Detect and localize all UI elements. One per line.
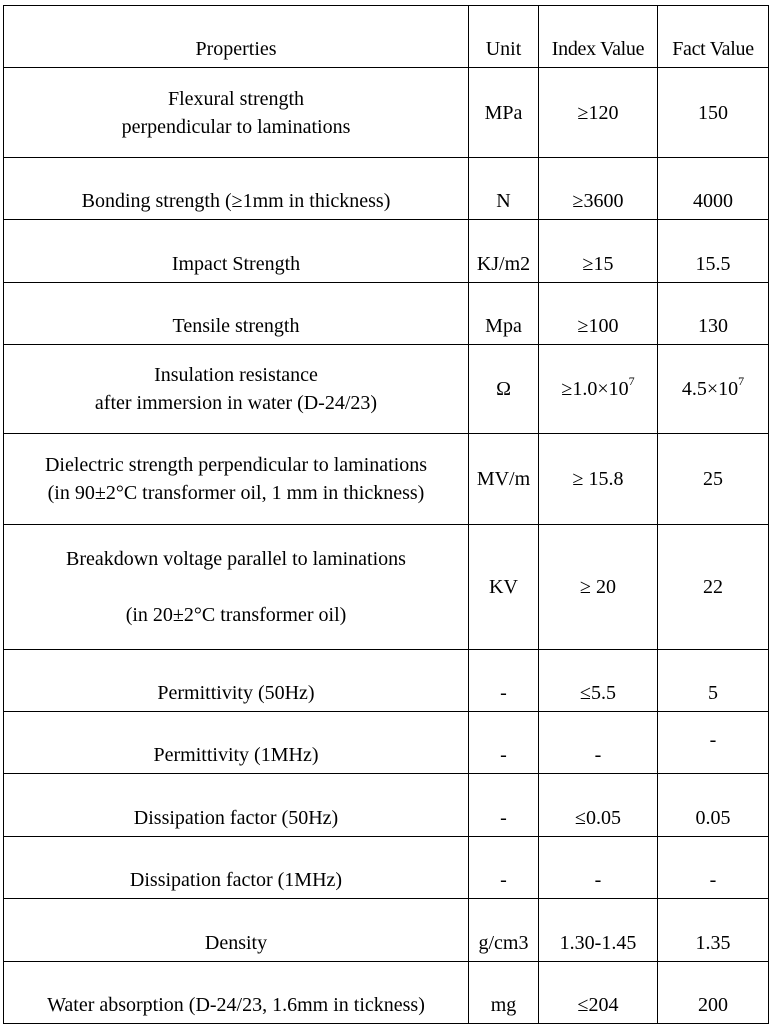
property-line: Insulation resistance (154, 364, 318, 387)
table-row (4, 282, 769, 344)
unit-cell: - (469, 774, 539, 836)
fact-value-exponent: 7 (738, 373, 745, 388)
unit-cell: mg (469, 961, 539, 1023)
fact-value-cell (658, 344, 769, 434)
table-row (4, 961, 769, 1023)
fact-value-cell: 5 (658, 649, 769, 711)
property-cell (4, 434, 469, 525)
index-value-cell: ≥120 (539, 68, 658, 158)
fact-value-cell: 1.35 (658, 899, 769, 961)
fact-value-cell: - (658, 836, 769, 898)
table-header-row (4, 6, 769, 68)
index-value-cell: ≥ 20 (539, 525, 658, 650)
table-row (4, 68, 769, 158)
property-cell: Impact Strength (4, 220, 469, 282)
index-value-cell: ≤0.05 (539, 774, 658, 836)
unit-cell: MPa (469, 68, 539, 158)
fact-value-cell: 200 (658, 961, 769, 1023)
table-row (4, 434, 769, 525)
property-cell: Density (4, 899, 469, 961)
property-line: after immersion in water (D-24/23) (94, 392, 378, 415)
table-row (4, 899, 769, 961)
table-row (4, 344, 769, 434)
unit-cell: KV (469, 525, 539, 650)
property-cell (4, 344, 469, 434)
property-cell: Permittivity (50Hz) (4, 649, 469, 711)
table-row (4, 220, 769, 282)
unit-cell: Mpa (469, 282, 539, 344)
index-value-cell: ≥15 (539, 220, 658, 282)
header-properties: Properties (4, 6, 469, 68)
property-line: (in 90±2°C transformer oil, 1 mm in thickness) (47, 482, 425, 505)
unit-cell: MV/m (469, 434, 539, 525)
index-value-cell: ≤5.5 (539, 649, 658, 711)
fact-value-cell: 15.5 (658, 220, 769, 282)
property-cell (4, 525, 469, 650)
property-cell: Dissipation factor (50Hz) (4, 774, 469, 836)
property-cell: Dissipation factor (1MHz) (4, 836, 469, 898)
property-cell: Bonding strength (≥1mm in thickness) (4, 157, 469, 219)
fact-value-cell: 25 (658, 434, 769, 525)
property-cell: Water absorption (D-24/23, 1.6mm in tickness) (4, 961, 469, 1023)
fact-value-cell: 0.05 (658, 774, 769, 836)
header-fact-value: Fact Value (658, 6, 769, 68)
property-line: Breakdown voltage parallel to laminations (66, 547, 406, 570)
property-cell (4, 68, 469, 158)
fact-value-cell: - (658, 712, 769, 774)
index-value-cell: ≥3600 (539, 157, 658, 219)
fact-value-cell: 130 (658, 282, 769, 344)
table-row (4, 157, 769, 219)
table-row (4, 649, 769, 711)
fact-value-cell: 22 (658, 525, 769, 650)
table-row (4, 836, 769, 898)
property-line: perpendicular to laminations (121, 115, 351, 138)
property-cell: Permittivity (1MHz) (4, 712, 469, 774)
fact-value-base: 4.5×10 (681, 378, 739, 401)
index-value-cell: 1.30-1.45 (539, 899, 658, 961)
line-gap (4, 573, 468, 601)
properties-table (3, 5, 769, 1024)
index-value-exponent: 7 (628, 373, 635, 388)
index-value-cell: ≥ 15.8 (539, 434, 658, 525)
table-row (4, 525, 769, 650)
header-unit: Unit (469, 6, 539, 68)
unit-cell: Ω (469, 344, 539, 434)
unit-cell: KJ/m2 (469, 220, 539, 282)
unit-cell: N (469, 157, 539, 219)
index-value-cell: - (539, 712, 658, 774)
property-cell: Tensile strength (4, 282, 469, 344)
index-value-cell: ≥100 (539, 282, 658, 344)
index-value-cell: ≤204 (539, 961, 658, 1023)
property-line: Flexural strength (167, 87, 305, 110)
unit-cell: g/cm3 (469, 899, 539, 961)
table-row (4, 774, 769, 836)
unit-cell: - (469, 836, 539, 898)
unit-cell: - (469, 712, 539, 774)
fact-value-cell: 150 (658, 68, 769, 158)
unit-cell: - (469, 649, 539, 711)
index-value-cell (539, 344, 658, 434)
fact-value-cell: 4000 (658, 157, 769, 219)
index-value-cell: - (539, 836, 658, 898)
property-line: (in 20±2°C transformer oil) (125, 603, 347, 626)
index-value-base: ≥1.0×10 (561, 378, 629, 401)
header-index-value: Index Value (539, 6, 658, 68)
table-row (4, 712, 769, 774)
property-line: Dielectric strength perpendicular to laminations (44, 454, 428, 477)
